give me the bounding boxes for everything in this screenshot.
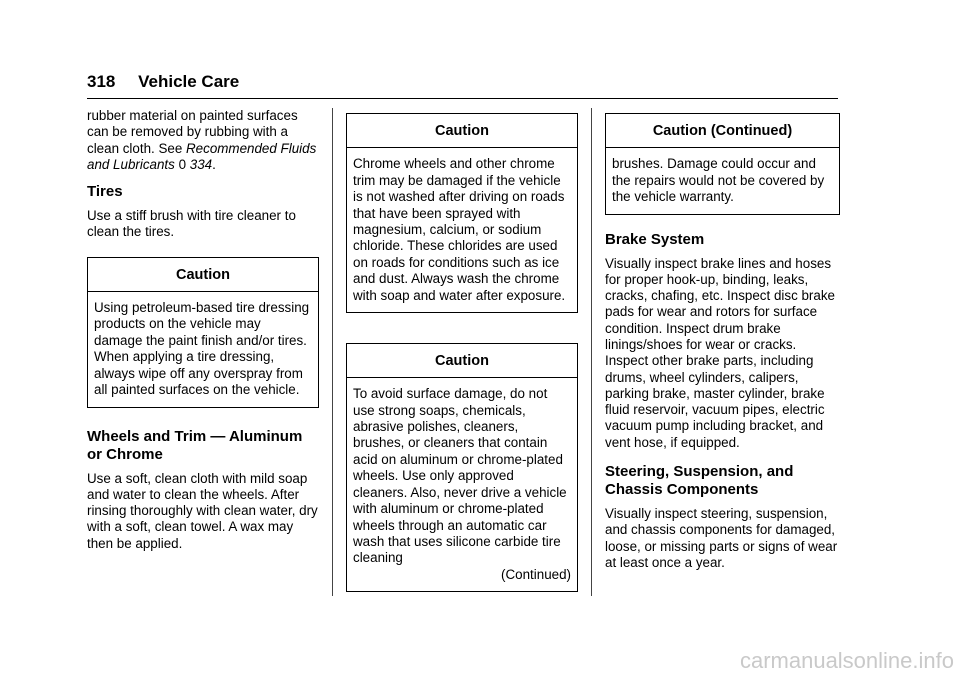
intro-paragraph: rubber material on painted surfaces can be removed by rubbing with a clean cloth. See Recommended Fluids and Lubricants 0 334. (87, 108, 317, 172)
column-right (605, 113, 840, 571)
steering-paragraph: Visually inspect steering, suspension, and chassis components for damaged, loose, or missing parts or signs of wear at least once a year. (605, 506, 838, 570)
continued-label: (Continued) (501, 566, 571, 582)
caution-title: Caution (88, 258, 318, 292)
column-left (87, 108, 319, 552)
caution-body (347, 378, 577, 591)
page-ref-number[interactable]: 334 (189, 156, 213, 172)
intro-text: rubber material on painted surfaces can be removed by rubbing with a clean cloth. See (87, 108, 298, 156)
caution-title: Caution (Continued) (606, 114, 839, 148)
page-number: 318 (87, 72, 116, 91)
caution-box-continued (605, 113, 840, 215)
tires-heading: Tires (87, 183, 123, 201)
page-ref-icon: 0 (178, 156, 187, 172)
brake-paragraph: Visually inspect brake lines and hoses for proper hook-up, binding, leaks, cracks, chafing, etc. Inspect disc brake pads for wear and rotors for surface condition. Inspect drum brake linings/shoes for wear or cracks. Inspect other brake parts, including drums, wheel cylinders, calipers, parking brake, master cylinder, brake fluid reservoir, vacuum pipes, electric vacuum pump including bracket, and vent hose, if equipped. (605, 255, 835, 450)
tires-paragraph: Use a stiff brush with tire cleaner to clean the tires. (87, 208, 296, 240)
wheels-paragraph: Use a soft, clean cloth with mild soap and water to clean the wheels. After rinsing thoroughly with clean water, dry with a soft, clean towel. A wax may then be applied. (87, 470, 318, 551)
header-rule (87, 98, 838, 99)
cross-reference-link[interactable]: Recommended Fluids and Lubricants (87, 140, 317, 172)
column-divider-left (332, 108, 333, 596)
column-divider-right (591, 108, 592, 596)
steering-heading: Steering, Suspension, and Chassis Components (605, 463, 794, 499)
caution-box-chrome (346, 113, 578, 313)
caution-body: Chrome wheels and other chrome trim may be damaged if the vehicle is not washed after driving on roads that have been sprayed with magnesium, calcium, or sodium chloride. These chlorides are used on roads for conditions such as ice and dust. Always wash the chrome with soap and water after exposure. (353, 156, 566, 303)
page-header (87, 72, 239, 92)
caution-body: brushes. Damage could occur and the repairs would not be covered by the vehicle warranty. (612, 156, 825, 205)
caution-title: Caution (347, 344, 577, 378)
watermark: carmanualsonline.info (739, 648, 954, 673)
section-title: Vehicle Care (138, 72, 240, 91)
caution-text: To avoid surface damage, do not use strong soaps, chemicals, abrasive polishes, cleaners, brushes, or cleaners that contain acid on aluminum or chrome-plated wheels. Use only approved cleaners. Also, never drive a vehicle with aluminum or chrome-plated wheels through an automatic car wash that uses silicone carbide tire cleaning (353, 386, 567, 566)
caution-box-tires (87, 257, 319, 408)
brake-heading: Brake System (605, 230, 705, 248)
caution-body: Using petroleum-based tire dressing products on the vehicle may damage the paint finish and/or tires. When applying a tire dressing, always wipe off any overspray from all painted surfaces on the vehicle. (94, 300, 310, 398)
wheels-heading: Wheels and Trim — Aluminum or Chrome (87, 427, 303, 463)
caution-title: Caution (347, 114, 577, 148)
caution-box-surface (346, 343, 578, 592)
column-middle (346, 113, 578, 592)
